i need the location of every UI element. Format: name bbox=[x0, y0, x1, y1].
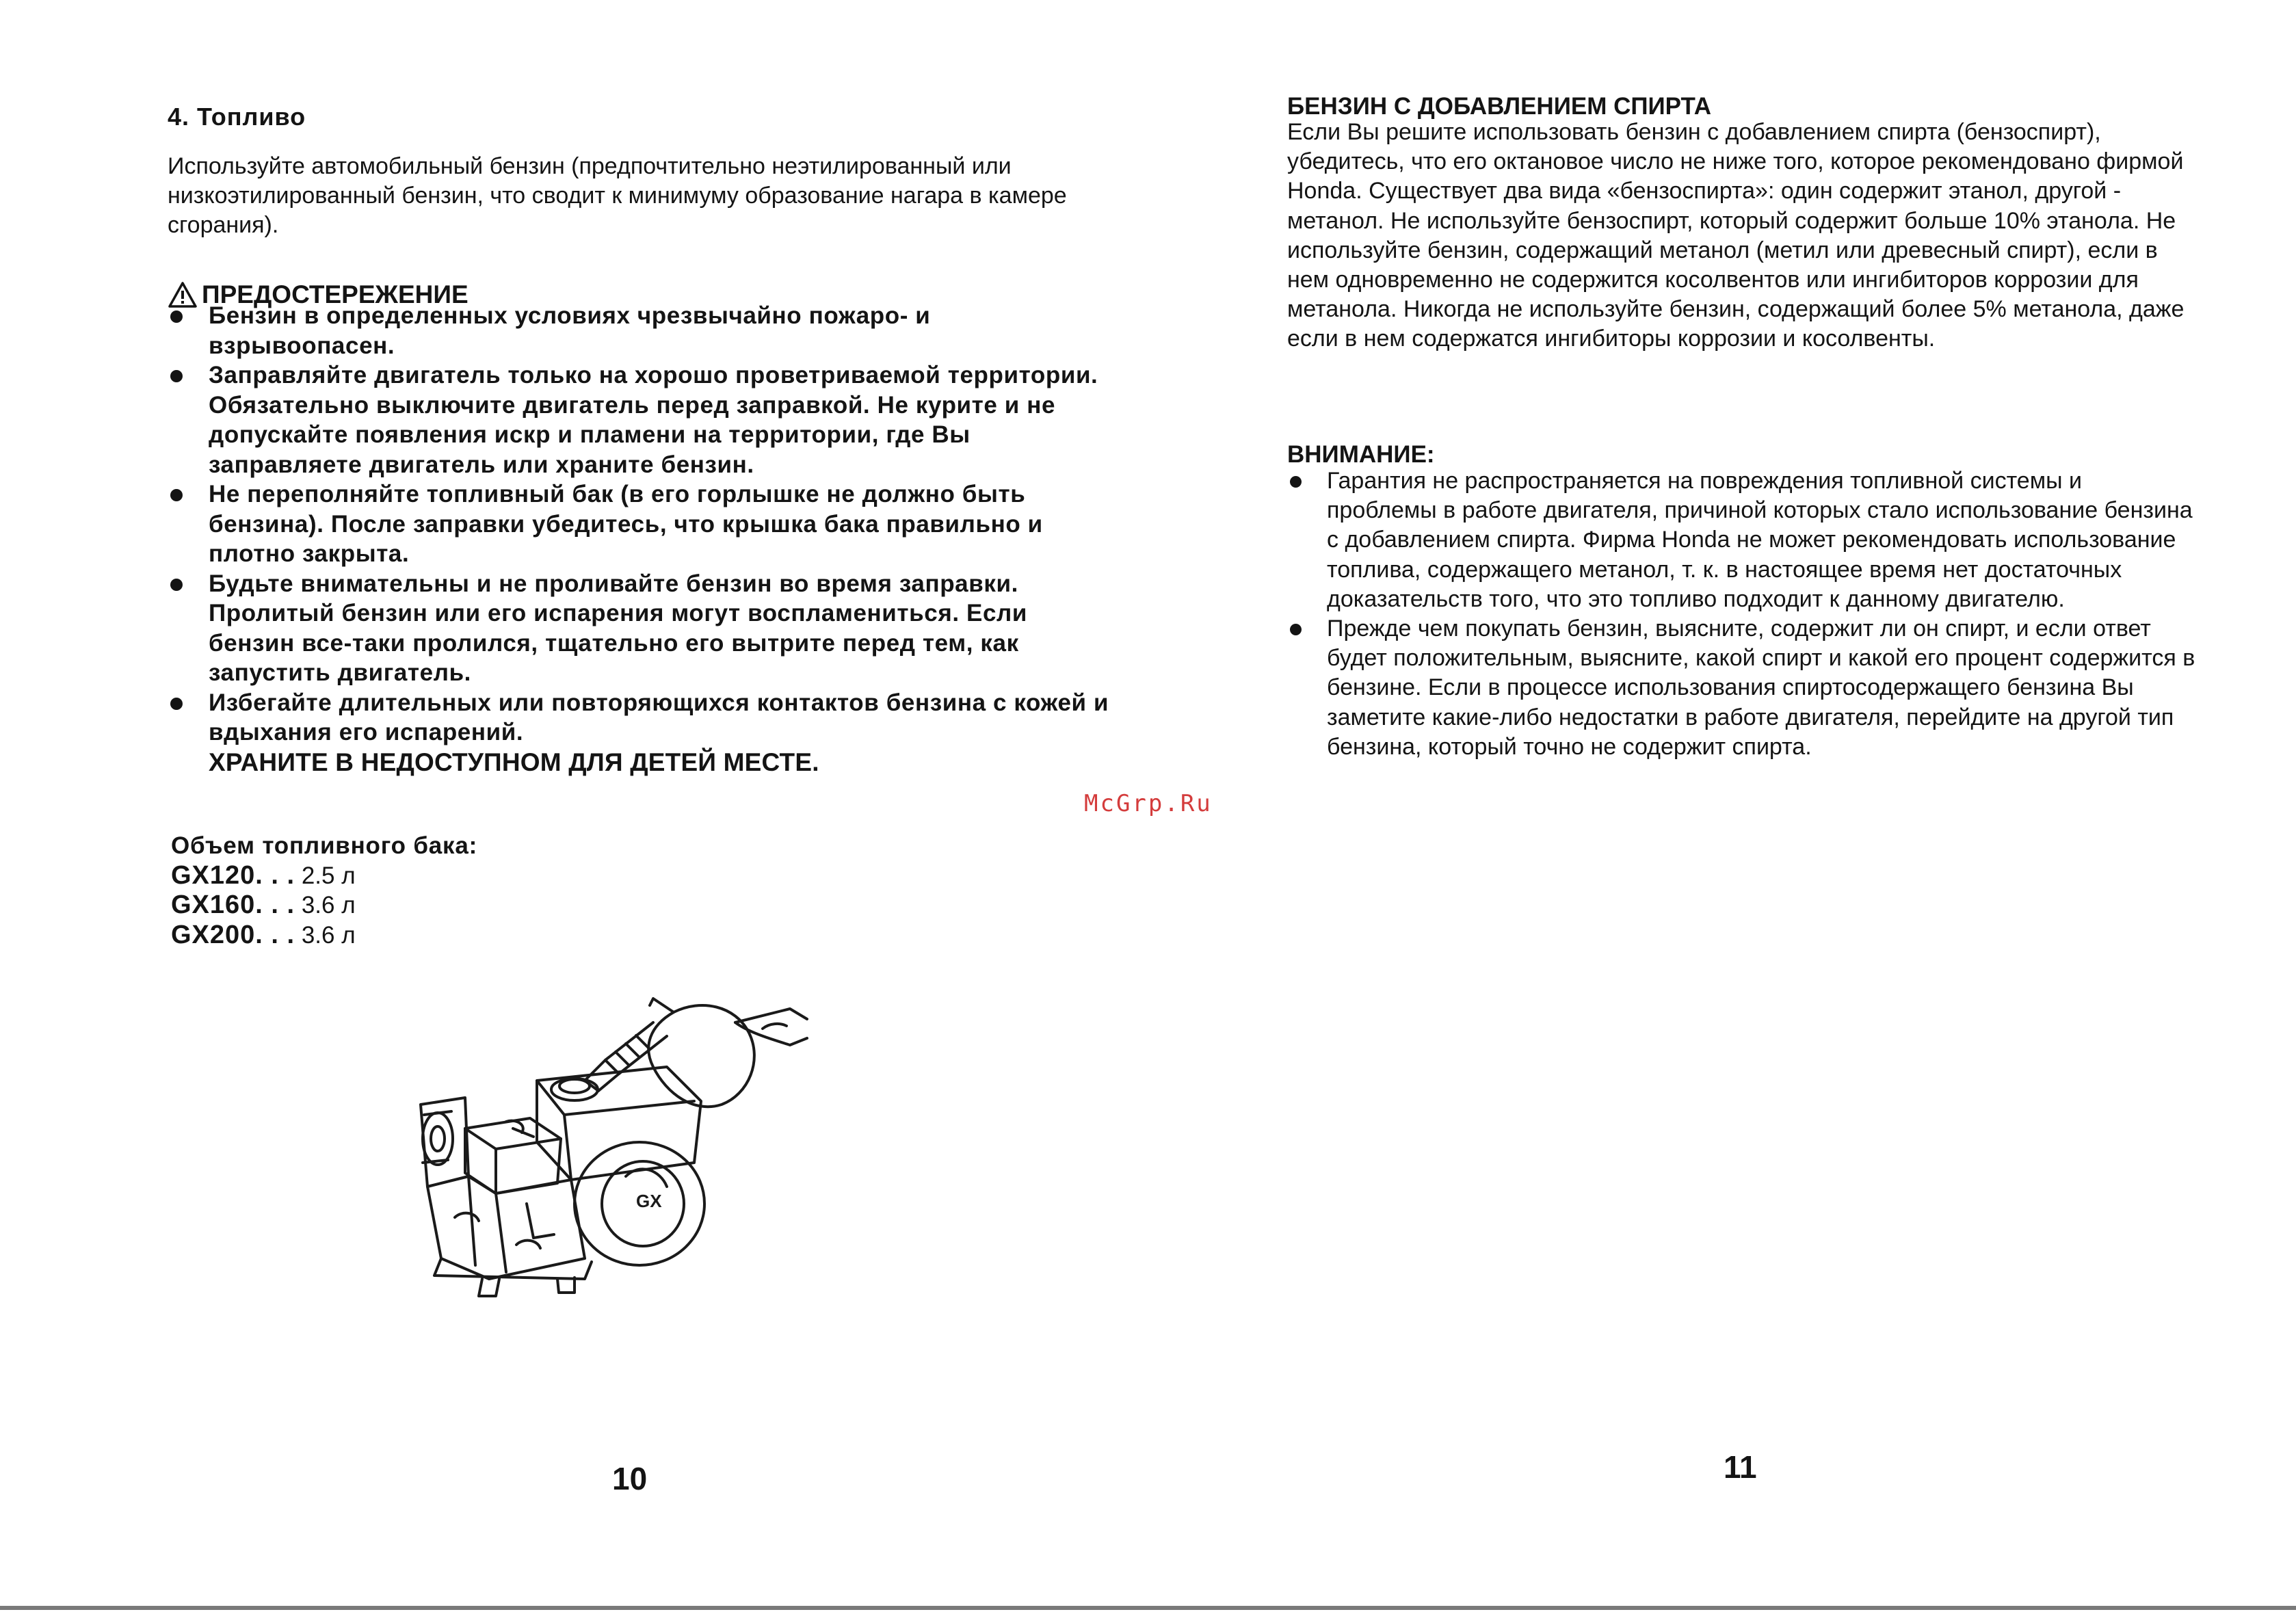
attention-item: Прежде чем покупать бензин, выясните, содержит ли он спирт, и если ответ будет положительным, выясните, какой спирт и какой его процент содержится в бензине. Если в процессе использования спиртосодержащего бензина Вы заметите какие-либо недостатки в работе двигателя, перейдите на другой тип бензина, который точно не содержит спирта. bbox=[1287, 614, 2197, 762]
bullet-icon bbox=[1290, 624, 1302, 635]
section-title: 4. Топливо bbox=[168, 103, 306, 131]
svg-text:GX: GX bbox=[636, 1191, 662, 1211]
bullet-icon bbox=[170, 310, 183, 323]
bullet-icon bbox=[170, 489, 183, 501]
scan-edge-divider bbox=[0, 1606, 2296, 1610]
capacity-row: GX200. . . 3.6 л bbox=[171, 920, 356, 949]
warning-item: Бензин в определенных условиях чрезвычайно пожаро- и взрывоопасен. bbox=[168, 301, 1118, 360]
bullet-icon bbox=[1290, 476, 1302, 488]
warning-list bbox=[168, 301, 1118, 777]
warning-item: Не переполняйте топливный бак (в его горлышке не должно быть бензина). После заправки убедитесь, что крышка бака правильно и плотно закрыта. bbox=[168, 479, 1118, 569]
attention-list bbox=[1287, 466, 2197, 762]
bullet-icon bbox=[170, 370, 183, 382]
capacity-row: GX160. . . 3.6 л bbox=[171, 890, 356, 919]
intro-paragraph: Используйте автомобильный бензин (предпочтительно неэтилированный или низкоэтилированный бензин, что сводит к минимуму образование нагара в камере сгорания). bbox=[168, 153, 1067, 238]
attention-title: ВНИМАНИЕ: bbox=[1287, 441, 1435, 468]
warning-item: Избегайте длительных или повторяющихся контактов бензина с кожей и вдыхания его испарений. ХРАНИТЕ В НЕДОСТУПНОМ ДЛЯ ДЕТЕЙ МЕСТЕ. bbox=[168, 688, 1118, 778]
warning-title: ПРЕДОСТЕРЕЖЕНИЕ bbox=[202, 280, 469, 308]
fuel-tank-capacity bbox=[171, 831, 477, 950]
page-number: 11 bbox=[1724, 1449, 1757, 1485]
refueling-engine-illustration bbox=[380, 957, 824, 1299]
alcohol-fuel-paragraph: Если Вы решите использовать бензин с добавлением спирта (бензоспирт), убедитесь, что его октановое число не ниже того, которое рекомендовано фирмой Honda. Существует два вида «бензоспирта»: один содержит этанол, другой - метанол. Не используйте бензоспирт, который содержит больше 10% этанола. Не используйте бензин, содержащий метанол (метил или древесный спирт), если в нем одновременно не содержится косолвентов или ингибиторов коррозии для метанола. Никогда не используйте бензин, содержащий более 5% метанола, даже если в нем содержатся ингибиторы коррозии и косолвенты. bbox=[1287, 119, 2185, 352]
warning-item: Будьте внимательны и не проливайте бензин во время заправки. Пролитый бензин или его испарения могут воспламениться. Если бензин все-таки пролился, тщательно его вытрите перед тем, как запустить двигатель. bbox=[168, 569, 1118, 688]
keep-away-notice: ХРАНИТЕ В НЕДОСТУПНОМ ДЛЯ ДЕТЕЙ МЕСТЕ. bbox=[209, 748, 819, 776]
capacity-row: GX120. . . 2.5 л bbox=[171, 860, 356, 890]
bullet-icon bbox=[170, 698, 183, 710]
alcohol-fuel-title: БЕНЗИН С ДОБАВЛЕНИЕМ СПИРТА bbox=[1287, 93, 1712, 120]
attention-item: Гарантия не распространяется на повреждения топливной системы и проблемы в работе двигателя, причиной которых стало использование бензина с добавлением спирта. Фирма Honda не может рекомендовать использование топлива, содержащего метанол, т. к. в настоящее время нет достаточных доказательств того, что это топливо подходит к данному двигателю. bbox=[1287, 466, 2197, 614]
warning-item: Заправляйте двигатель только на хорошо проветриваемой территории. Обязательно выключите двигатель перед заправкой. Не курите и не допускайте появления искр и пламени на территории, где Вы заправляете двигатель или храните бензин. bbox=[168, 360, 1118, 479]
capacity-title: Объем топливного бака: bbox=[171, 832, 478, 859]
bullet-icon bbox=[170, 579, 183, 591]
watermark-link[interactable]: McGrp.Ru bbox=[1084, 790, 1213, 817]
page-number: 10 bbox=[612, 1461, 648, 1496]
